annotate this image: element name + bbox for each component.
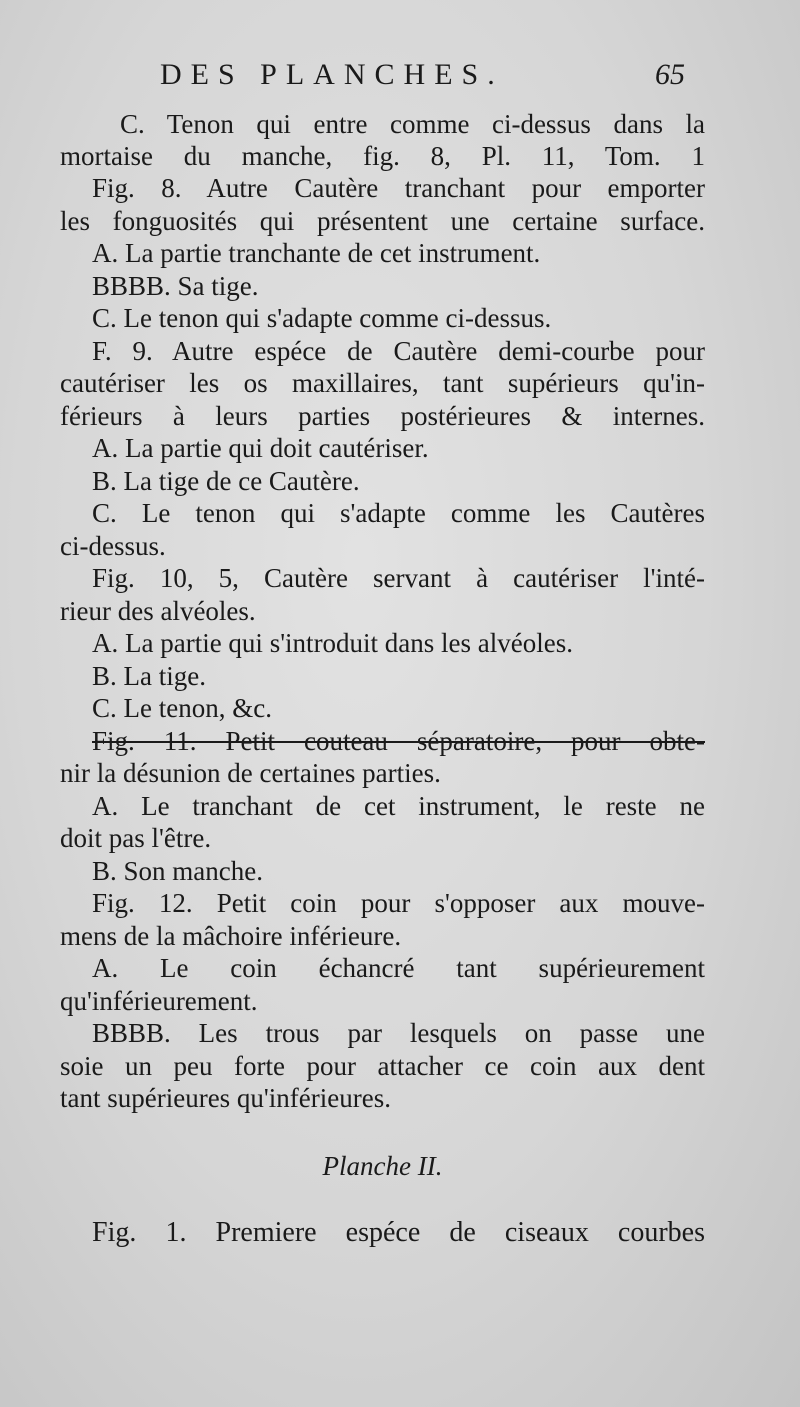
text-line: C. Le tenon qui s'adapte comme les Cautères xyxy=(92,498,705,528)
text-line: Fig. 1. Premiere espéce de ciseaux courbes xyxy=(92,1217,705,1248)
text-line: A. Le tranchant de cet instrument, le reste ne xyxy=(92,791,705,821)
text-line: Fig. 8. Autre Cautère tranchant pour emporter xyxy=(92,173,705,203)
text-line: A. La partie qui s'introduit dans les alvéoles. xyxy=(92,628,574,658)
struck-text-line: Fig. 11. Petit couteau séparatoire, pour obte- xyxy=(92,726,705,756)
text-line: rieur des alvéoles. xyxy=(60,596,256,626)
text-line: ci-dessus. xyxy=(60,531,166,561)
text-line: tant supérieures qu'inférieures. xyxy=(60,1083,391,1113)
text-line: C. Le tenon qui s'adapte comme ci-dessus. xyxy=(92,303,552,333)
text-line: les fonguosités qui présentent une certaine surface. xyxy=(60,206,705,236)
text-line: qu'inférieurement. xyxy=(60,986,258,1016)
text-line: BBBB. Les trous par lesquels on passe une xyxy=(92,1018,705,1048)
text-line: C. Tenon qui entre comme ci-dessus dans la xyxy=(120,109,705,139)
page-number: 65 xyxy=(655,58,685,91)
text-line: BBBB. Sa tige. xyxy=(92,271,259,301)
page-header xyxy=(0,58,800,102)
text-line: nir la désunion de certaines parties. xyxy=(60,758,441,788)
text-line: cautériser les os maxillaires, tant supérieurs qu'in- xyxy=(60,368,705,398)
text-line: mortaise du manche, fig. 8, Pl. 11, Tom. 1 xyxy=(60,141,705,171)
text-line: A. Le coin échancré tant supérieurement xyxy=(92,953,705,983)
text-line: F. 9. Autre espéce de Cautère demi-courbe pour xyxy=(92,336,705,366)
text-line: doit pas l'être. xyxy=(60,823,212,853)
text-line: férieurs à leurs parties postérieures & internes. xyxy=(60,401,705,431)
text-line: B. La tige. xyxy=(92,661,206,691)
text-line: B. La tige de ce Cautère. xyxy=(92,466,360,496)
text-line: A. La partie qui doit cautériser. xyxy=(92,433,429,463)
text-line: C. Le tenon, &c. xyxy=(92,693,272,723)
text-line: soie un peu forte pour attacher ce coin aux dent xyxy=(60,1051,705,1081)
section-heading: Planche II. xyxy=(322,1151,443,1181)
text-line: B. Son manche. xyxy=(92,856,263,886)
text-line: A. La partie tranchante de cet instrument. xyxy=(92,238,541,268)
running-title: DES PLANCHES. xyxy=(160,58,504,91)
text-line: Fig. 10, 5, Cautère servant à cautériser l'inté- xyxy=(92,563,705,593)
text-line: mens de la mâchoire inférieure. xyxy=(60,921,402,951)
text-line: Fig. 12. Petit coin pour s'opposer aux mouve- xyxy=(92,888,705,918)
